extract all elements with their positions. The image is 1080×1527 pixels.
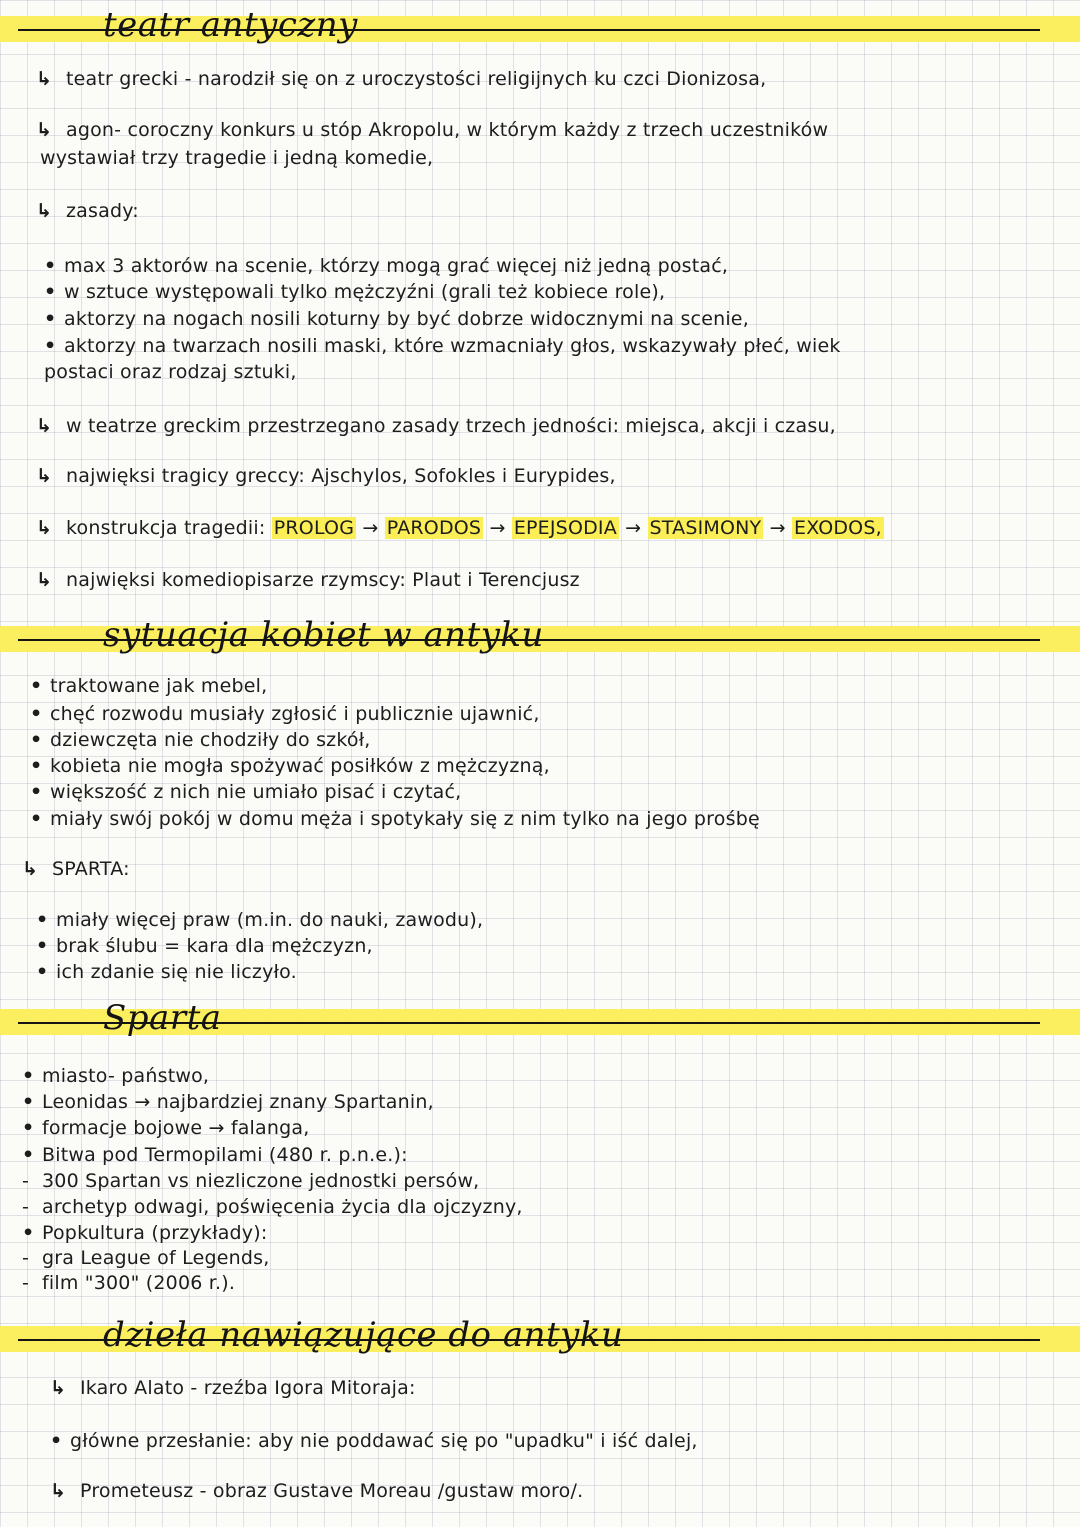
note-text: max 3 aktorów na scenie, którzy mogą grać więcej niż jedną postać, xyxy=(64,255,729,277)
note-text: większość z nich nie umiało pisać i czytać, xyxy=(50,781,462,803)
arrow-icon: → xyxy=(483,517,512,539)
note-text: Leonidas → najbardziej znany Spartanin, xyxy=(42,1091,434,1113)
note-line xyxy=(50,1377,416,1399)
note-line xyxy=(36,569,580,591)
bullet-item xyxy=(44,281,665,303)
bullet-item xyxy=(22,1117,309,1139)
bullet-icon: • xyxy=(30,755,43,777)
note-text: chęć rozwodu musiały zgłosić i publicznie ujawnić, xyxy=(50,703,540,725)
arrow-icon: ↳ xyxy=(36,569,53,591)
arrow-icon: ↳ xyxy=(22,858,39,880)
note-line xyxy=(40,147,433,169)
bullet-icon: • xyxy=(30,729,43,751)
bullet-item xyxy=(22,1144,408,1166)
section-heading-sparta xyxy=(0,995,1080,1049)
note-text: w sztuce występowali tylko mężczyźni (grali też kobiece role), xyxy=(64,281,666,303)
note-text: aktorzy na nogach nosili koturny by być dobrze widocznymi na scenie, xyxy=(64,308,749,330)
note-text: dziewczęta nie chodziły do szkół, xyxy=(50,729,371,751)
arrow-icon: → xyxy=(763,517,792,539)
arrow-icon: ↳ xyxy=(36,465,53,487)
note-text: Ikaro Alato - rzeźba Igora Mitoraja: xyxy=(80,1377,416,1399)
note-text: traktowane jak mebel, xyxy=(50,675,268,697)
note-line xyxy=(36,517,884,539)
bullet-icon: • xyxy=(22,1091,35,1113)
bullet-item xyxy=(22,1222,267,1244)
note-text: Popkultura (przykłady): xyxy=(42,1222,268,1244)
note-line xyxy=(44,361,297,383)
bullet-item xyxy=(30,729,371,751)
bullet-item xyxy=(36,909,483,931)
bullet-item xyxy=(36,961,297,983)
note-line xyxy=(22,858,130,880)
bullet-item xyxy=(30,755,550,777)
note-text: konstrukcja tragedii: xyxy=(66,517,266,539)
bullet-icon: • xyxy=(22,1117,35,1139)
note-text: najwięksi tragicy greccy: Ajschylos, Sofokles i Eurypides, xyxy=(66,465,616,487)
bullet-item xyxy=(22,1091,434,1113)
note-text: SPARTA: xyxy=(52,858,130,880)
note-text: postaci oraz rodzaj sztuki, xyxy=(44,361,297,383)
note-text: agon- coroczny konkurs u stóp Akropolu, w którym każdy z trzech uczestników xyxy=(66,119,829,141)
note-text: miasto- państwo, xyxy=(42,1065,210,1087)
section-heading-theatre xyxy=(0,2,1080,56)
bullet-item xyxy=(30,781,461,803)
dash-icon: - xyxy=(22,1170,30,1192)
tragedy-part: STASIMONY xyxy=(649,517,762,539)
note-line xyxy=(36,200,139,222)
dash-item xyxy=(22,1196,523,1218)
tragedy-part: PROLOG xyxy=(273,517,355,539)
bullet-icon: • xyxy=(30,808,43,830)
note-text: formacje bojowe → falanga, xyxy=(42,1117,310,1139)
bullet-item xyxy=(30,703,540,725)
arrow-icon: ↳ xyxy=(50,1480,67,1502)
dash-item xyxy=(22,1272,235,1294)
bullet-item xyxy=(44,308,749,330)
section-heading-women xyxy=(0,612,1080,666)
note-text: wystawiał trzy tragedie i jedną komedie, xyxy=(40,147,434,169)
tragedy-part: EXODOS, xyxy=(793,517,882,539)
note-text: ich zdanie się nie liczyło. xyxy=(56,961,297,983)
arrow-icon: ↳ xyxy=(36,200,53,222)
bullet-icon: • xyxy=(22,1144,35,1166)
dash-icon: - xyxy=(22,1272,30,1294)
note-text: główne przesłanie: aby nie poddawać się po "upadku" i iść dalej, xyxy=(70,1430,698,1452)
bullet-item xyxy=(30,675,267,697)
note-text: gra League of Legends, xyxy=(42,1247,270,1269)
note-text: kobieta nie mogła spożywać posiłków z mężczyzną, xyxy=(50,755,550,777)
note-line xyxy=(50,1480,583,1502)
note-text: zasady: xyxy=(66,200,139,222)
bullet-icon: • xyxy=(44,281,57,303)
note-text: w teatrze greckim przestrzegano zasady trzech jedności: miejsca, akcji i czasu, xyxy=(66,415,836,437)
bullet-icon: • xyxy=(50,1430,63,1452)
bullet-icon: • xyxy=(30,781,43,803)
bullet-item xyxy=(36,935,373,957)
note-text: aktorzy na twarzach nosili maski, które wzmacniały głos, wskazywały płeć, wiek xyxy=(64,335,841,357)
bullet-item xyxy=(30,808,760,830)
note-text: archetyp odwagi, poświęcenia życia dla ojczyzny, xyxy=(42,1196,523,1218)
section-title-women: sytuacja kobiet w antyku xyxy=(103,615,544,655)
bullet-icon: • xyxy=(44,335,57,357)
arrow-icon: ↳ xyxy=(36,517,53,539)
bullet-icon: • xyxy=(36,961,49,983)
tragedy-part: PARODOS xyxy=(386,517,482,539)
arrow-icon: ↳ xyxy=(50,1377,67,1399)
arrow-icon: → xyxy=(356,517,385,539)
bullet-icon: • xyxy=(30,703,43,725)
arrow-icon: ↳ xyxy=(36,119,53,141)
note-text: Prometeusz - obraz Gustave Moreau /gustaw moro/. xyxy=(80,1480,584,1502)
bullet-icon: • xyxy=(44,255,57,277)
note-line xyxy=(36,415,836,437)
bullet-item xyxy=(44,255,728,277)
note-text: brak ślubu = kara dla mężczyzn, xyxy=(56,935,373,957)
note-text: teatr grecki - narodził się on z uroczystości religijnych ku czci Dionizosa, xyxy=(66,68,767,90)
bullet-icon: • xyxy=(36,935,49,957)
dash-icon: - xyxy=(22,1247,30,1269)
note-line xyxy=(36,68,766,90)
bullet-icon: • xyxy=(36,909,49,931)
arrow-icon: → xyxy=(618,517,648,539)
note-text: najwięksi komediopisarze rzymscy: Plaut i Terencjusz xyxy=(66,569,580,591)
note-line xyxy=(36,465,616,487)
bullet-icon: • xyxy=(30,675,43,697)
note-text: miały swój pokój w domu męża i spotykały się z nim tylko na jego prośbę xyxy=(50,808,760,830)
bullet-item xyxy=(22,1065,209,1087)
section-title-works: dzieła nawiązujące do antyku xyxy=(103,1315,624,1355)
bullet-item xyxy=(44,335,841,357)
bullet-item xyxy=(50,1430,698,1452)
dash-icon: - xyxy=(22,1196,30,1218)
arrow-icon: ↳ xyxy=(36,415,53,437)
section-heading-works xyxy=(0,1312,1080,1366)
note-text: 300 Spartan vs niezliczone jednostki persów, xyxy=(42,1170,480,1192)
tragedy-part: EPEJSODIA xyxy=(513,517,617,539)
note-text: miały więcej praw (m.in. do nauki, zawodu), xyxy=(56,909,484,931)
bullet-icon: • xyxy=(44,308,57,330)
note-text: Bitwa pod Termopilami (480 r. p.n.e.): xyxy=(42,1144,408,1166)
bullet-icon: • xyxy=(22,1222,35,1244)
dash-item xyxy=(22,1170,479,1192)
section-title-sparta: Sparta xyxy=(103,998,222,1038)
note-text: film "300" (2006 r.). xyxy=(42,1272,236,1294)
arrow-icon: ↳ xyxy=(36,68,53,90)
note-line xyxy=(36,119,828,141)
bullet-icon: • xyxy=(22,1065,35,1087)
dash-item xyxy=(22,1247,269,1269)
section-title-theatre: teatr antyczny xyxy=(103,5,358,45)
